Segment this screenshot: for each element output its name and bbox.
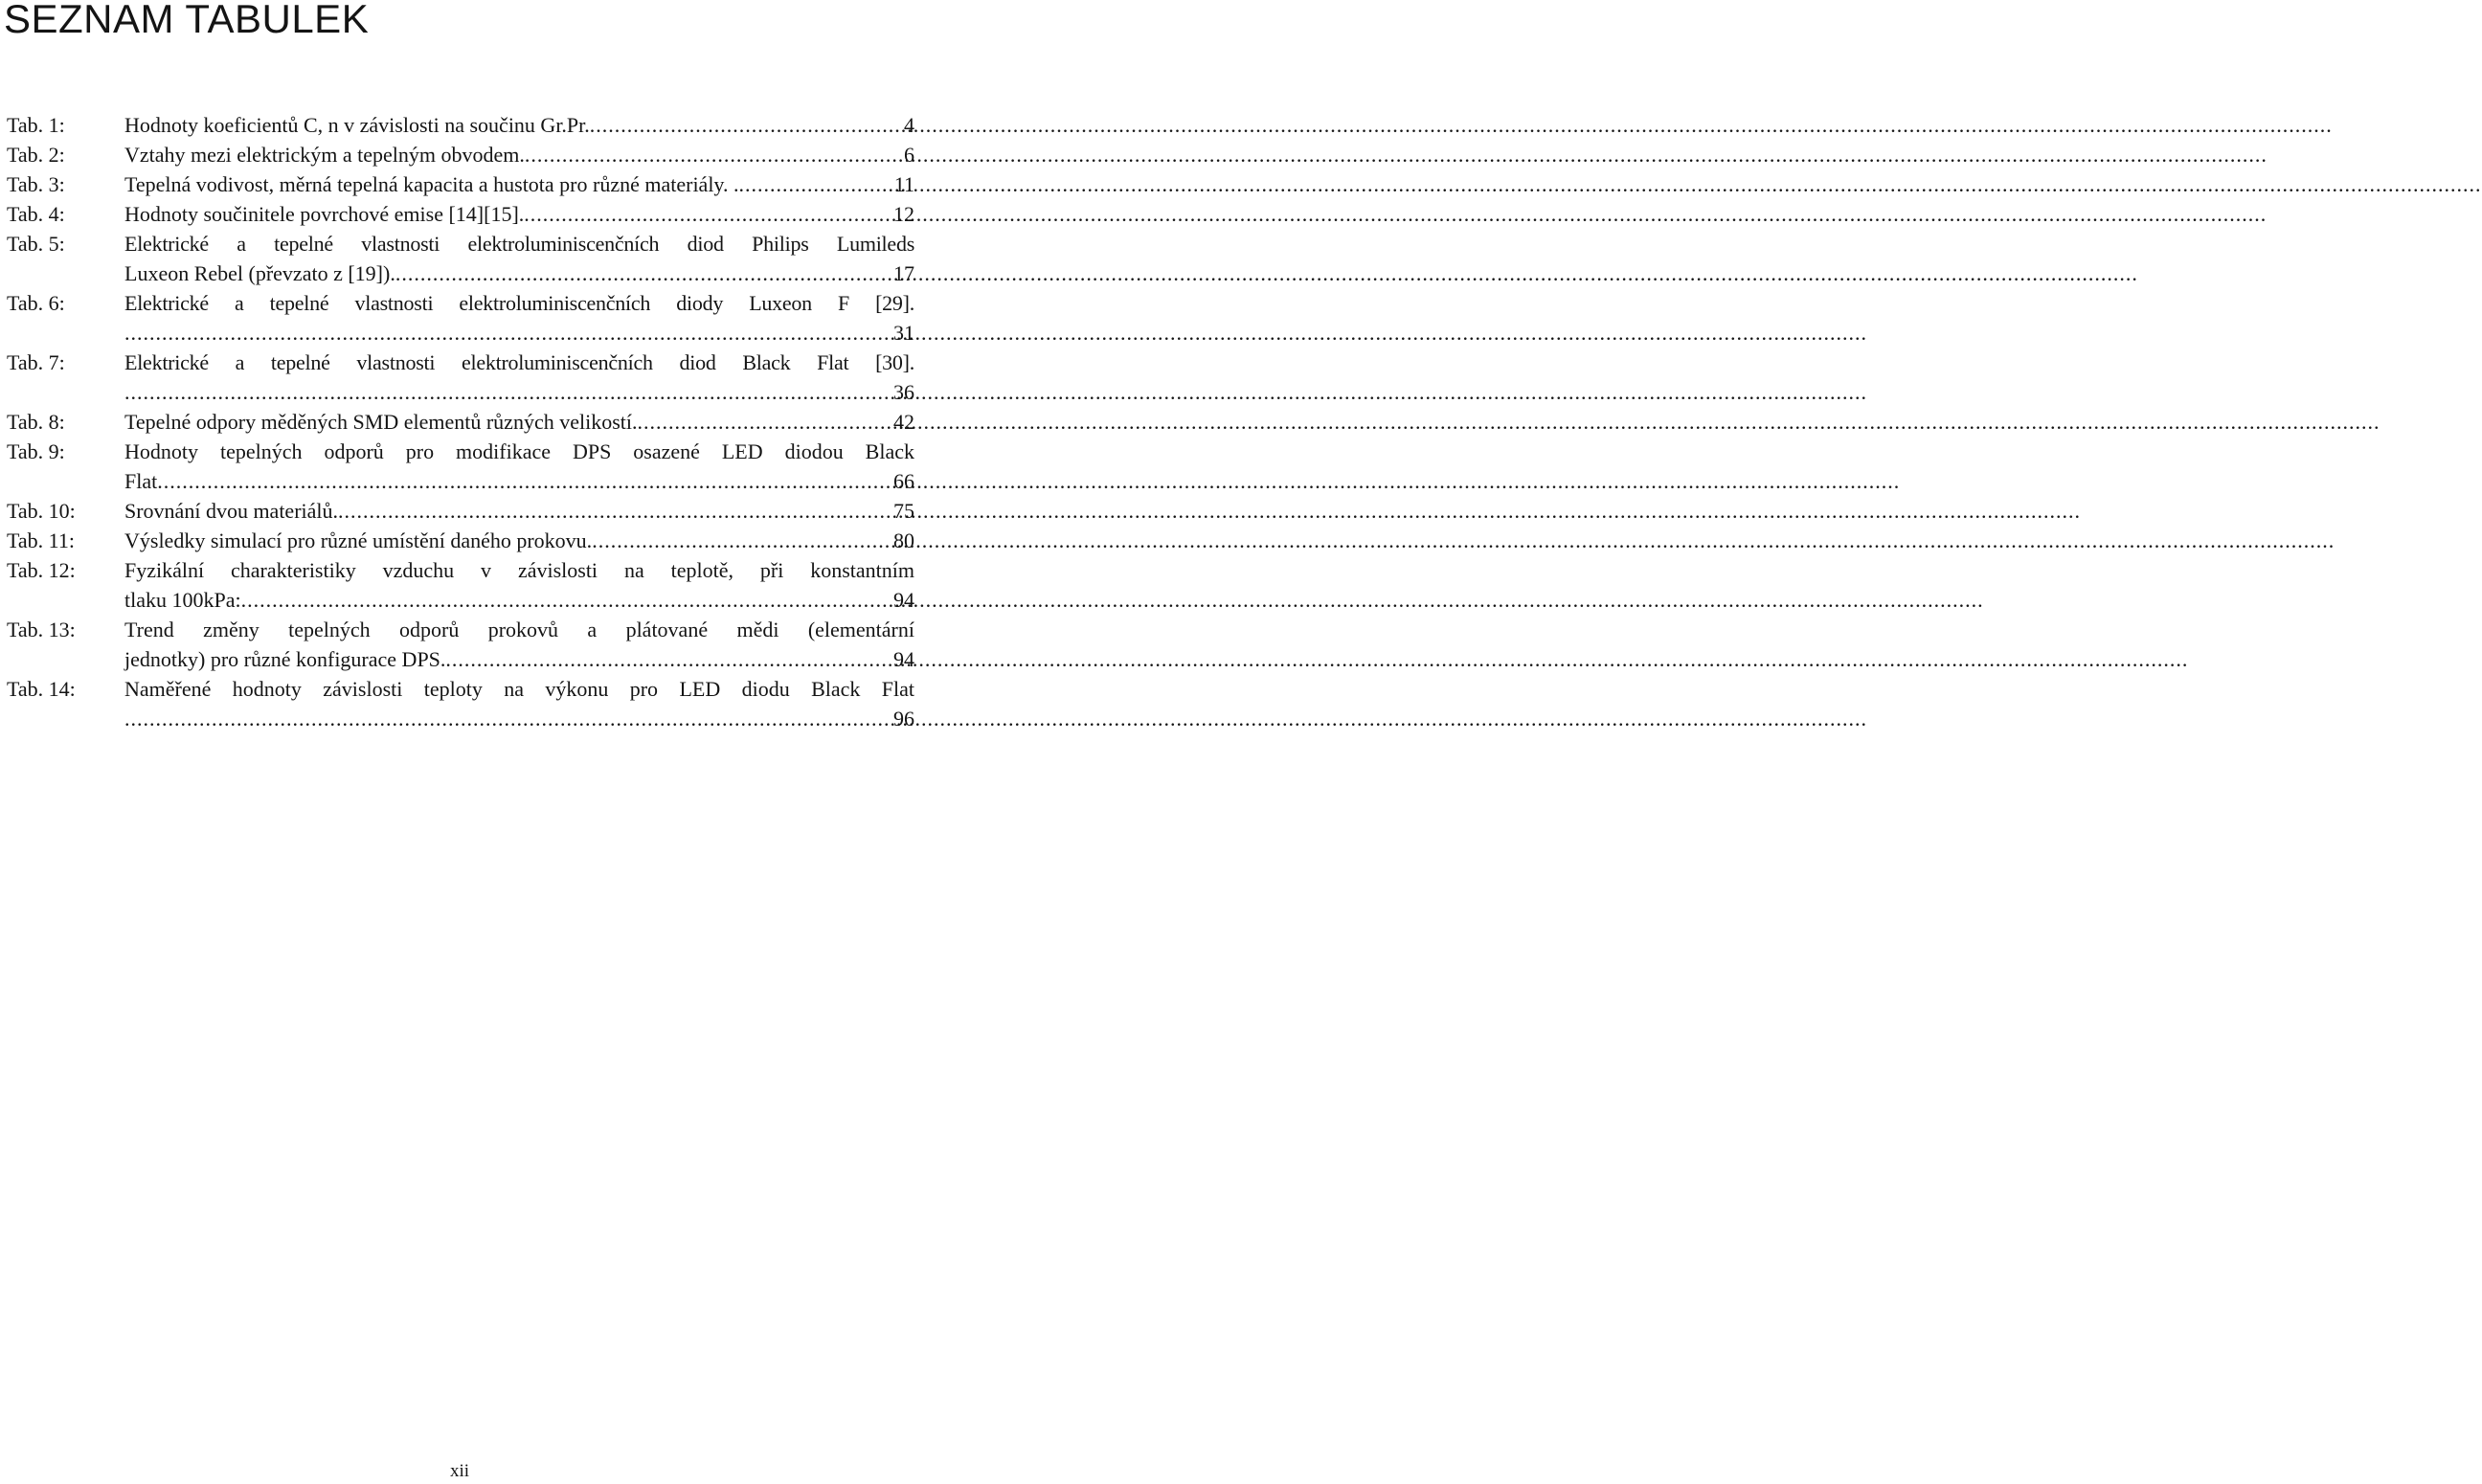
table-caption [124, 674, 914, 733]
caption-line: Naměřené hodnoty závislosti teploty na výkonu pro LED diodu Black Flat [124, 677, 914, 701]
page-reference: 4 [904, 113, 914, 137]
dot-leader [592, 526, 891, 555]
dot-leader [241, 585, 891, 615]
table-caption [124, 437, 914, 496]
page-reference: 17 [893, 261, 914, 285]
caption-last-line [124, 318, 914, 348]
caption-last-line [124, 169, 914, 199]
toc-entry[interactable] [7, 199, 914, 229]
caption-last-line [124, 259, 914, 288]
toc-entry[interactable] [7, 110, 914, 140]
page-reference: 66 [893, 469, 914, 493]
toc-entry[interactable] [7, 407, 914, 437]
caption-text: Vztahy mezi elektrickým a tepelným obvodem. [124, 143, 525, 167]
table-number: Tab. 6: [7, 291, 65, 315]
caption-line: Elektrické a tepelné vlastnosti elektroluminiscenčních diod Philips Lumileds [124, 232, 914, 256]
caption-line: Hodnoty tepelných odporů pro modifikace DPS osazené LED diodou Black [124, 439, 914, 463]
table-caption [124, 169, 914, 199]
caption-last-line [124, 110, 914, 140]
table-number: Tab. 14: [7, 677, 76, 701]
dot-leader [395, 259, 891, 288]
table-number: Tab. 1: [7, 113, 65, 137]
toc-entry[interactable] [7, 555, 914, 615]
toc-entry[interactable] [7, 140, 914, 169]
caption-last-line [124, 466, 914, 496]
caption-last-line [124, 377, 914, 407]
table-number: Tab. 9: [7, 439, 65, 463]
page-reference: 6 [904, 143, 914, 167]
page-reference: 94 [893, 588, 914, 612]
table-caption [124, 496, 914, 526]
page-reference: 31 [893, 321, 914, 345]
caption-text: Hodnoty součinitele povrchové emise [14][15]. [124, 202, 525, 226]
table-caption [124, 110, 914, 140]
dot-leader [124, 377, 891, 407]
caption-text: Hodnoty koeficientů C, n v závislosti na součinu Gr.Pr. [124, 113, 590, 137]
caption-last-line [124, 526, 914, 555]
toc-entry[interactable] [7, 496, 914, 526]
toc-entry[interactable] [7, 169, 914, 199]
table-number: Tab. 11: [7, 528, 75, 552]
table-caption [124, 229, 914, 288]
table-caption [124, 288, 914, 348]
caption-last-line [124, 496, 914, 526]
caption-text: Flat [124, 469, 158, 493]
caption-last-line [124, 704, 914, 733]
dot-leader [524, 199, 891, 229]
table-number: Tab. 3: [7, 172, 65, 196]
table-caption [124, 407, 914, 437]
dot-leader [445, 644, 891, 674]
list-of-tables [7, 110, 914, 733]
dot-leader [157, 466, 891, 496]
caption-line: Elektrické a tepelné vlastnosti elektroluminiscenčních diod Black Flat [30]. [124, 350, 914, 374]
caption-text: tlaku 100kPa: [124, 588, 241, 612]
toc-entry[interactable] [7, 526, 914, 555]
table-caption [124, 526, 914, 555]
caption-text: Tepelná vodivost, měrná tepelná kapacita a hustota pro různé materiály. . [124, 172, 739, 196]
table-caption [124, 348, 914, 407]
toc-entry[interactable] [7, 437, 914, 496]
table-number: Tab. 5: [7, 232, 65, 256]
page-reference: 96 [893, 707, 914, 731]
dot-leader [124, 704, 891, 733]
table-number: Tab. 12: [7, 558, 76, 582]
caption-last-line [124, 140, 914, 169]
dot-leader [525, 140, 902, 169]
page-reference: 94 [893, 647, 914, 671]
page-reference: 11 [893, 172, 914, 196]
page-title: SEZNAM TABULEK [4, 0, 370, 41]
dot-leader [638, 407, 892, 437]
toc-entry[interactable] [7, 229, 914, 288]
caption-text: Tepelné odpory měděných SMD elementů různých velikostí. [124, 410, 638, 434]
caption-line: Trend změny tepelných odporů prokovů a plátované mědi (elementární [124, 618, 914, 641]
table-number: Tab. 13: [7, 618, 76, 641]
caption-last-line [124, 644, 914, 674]
page-number: xii [449, 1461, 470, 1481]
toc-entry[interactable] [7, 674, 914, 733]
caption-last-line [124, 199, 914, 229]
dot-leader [739, 169, 892, 199]
table-caption [124, 555, 914, 615]
dot-leader [124, 318, 891, 348]
table-number: Tab. 8: [7, 410, 65, 434]
table-caption [124, 140, 914, 169]
table-number: Tab. 7: [7, 350, 65, 374]
caption-line: Elektrické a tepelné vlastnosti elektroluminiscenčních diody Luxeon F [29]. [124, 291, 914, 315]
table-number: Tab. 10: [7, 499, 76, 523]
caption-last-line [124, 585, 914, 615]
caption-text: Výsledky simulací pro různé umístění daného prokovu. [124, 528, 593, 552]
dot-leader [590, 110, 902, 140]
page-reference: 36 [893, 380, 914, 404]
toc-entry[interactable] [7, 615, 914, 674]
caption-last-line [124, 407, 914, 437]
caption-line: Fyzikální charakteristiky vzduchu v závislosti na teplotě, při konstantním [124, 558, 914, 582]
table-number: Tab. 2: [7, 143, 65, 167]
table-number: Tab. 4: [7, 202, 65, 226]
page-reference: 42 [893, 410, 914, 434]
table-caption [124, 199, 914, 229]
caption-text: Srovnání dvou materiálů. [124, 499, 339, 523]
toc-entry[interactable] [7, 288, 914, 348]
dot-leader [338, 496, 891, 526]
page-reference: 80 [893, 528, 914, 552]
toc-entry[interactable] [7, 348, 914, 407]
table-caption [124, 615, 914, 674]
caption-text: jednotky) pro různé konfigurace DPS. [124, 647, 446, 671]
page-reference: 12 [893, 202, 914, 226]
page-reference: 75 [893, 499, 914, 523]
caption-text: Luxeon Rebel (převzato z [19]). [124, 261, 395, 285]
